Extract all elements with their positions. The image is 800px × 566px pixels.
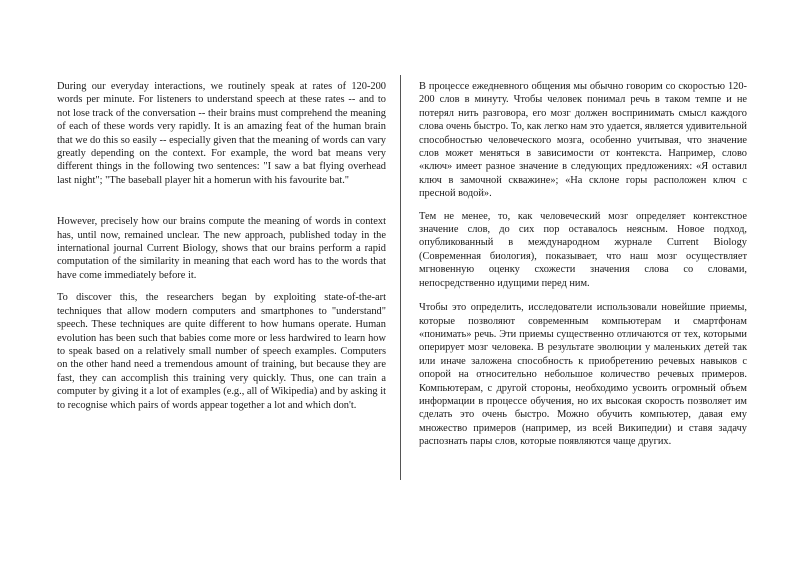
english-paragraph-2: However, precisely how our brains compute the meaning of words in context has, until now, remained unclear. The new approach, published today in the international journal Current Biology, shows that our brains perform a rapid computation of the similarity in meaning that each word has to the words that have come immediately before it.	[57, 216, 386, 281]
russian-paragraph-3: Чтобы это определить, исследователи использовали новейшие приемы, которые позволяют современным компьютерам и смартфонам «понимать» речь. Эти приемы существенно отличаются от тех, которыми оперирует мозг человека. В результате эволюции у маленьких детей так или иначе заложена способность к приобретению речевых навыков с опорой на относительно небольшое количество речевых примеров. Компьютерам, с другой стороны, необходимо усвоить огромный объем информации в процессе обучения, но их высокая скорость позволяет им сделать это очень быстро. Можно обучить компьютер, давая ему множество примеров (например, из всей Википедии) и ставя задачу распознать пары слов, которые появляются чаще других.	[419, 302, 747, 448]
english-column	[57, 80, 386, 412]
english-paragraph-3: To discover this, the researchers began by exploiting state-of-the-art techniques that allow modern computers and smartphones to "understand" speech. These techniques are quite different to how humans operate. Human evolution has been such that babies come more or less hardwired to learn how to speak based on a relatively small number of speech examples. Computers on the other hand need a tremendous amount of training, but because they are fast, they can accomplish this training very quickly. Thus, one can train a computer by giving it a lot of examples (e.g., all of Wikipedia) and by asking it to recognise which pairs of words appear together a lot and which don't.	[57, 292, 386, 411]
column-divider	[400, 75, 401, 480]
russian-paragraph-2: Тем не менее, то, как человеческий мозг определяет контекстное значение слов, до сих пор оставалось неясным. Новое подход, опубликованный в международном журнале Current Biology (Современная биология), показывает, что наш мозг осуществляет мгновенную оценку схожести значения слова со словами, непосредственно идущими перед ним.	[419, 210, 747, 289]
russian-paragraph-1: В процессе ежедневного общения мы обычно говорим со скоростью 120-200 слов в минуту. Чтобы человек понимал речь в таком темпе и не потерял нить разговора, его мозг должен воспринимать смысл каждого слова очень быстро. То, как легко нам это удается, является удивительной способностью человеческого мозга, особенно учитывая, что значение слов может меняться в зависимости от контекста. Например, слово «ключ» имеет разное значение в следующих предложениях: «Я оставил ключ в замочной скважине»; «На склоне горы расположен ключ с пресной водой».	[419, 81, 747, 200]
english-paragraph-1: During our everyday interactions, we routinely speak at rates of 120-200 words per minute. For listeners to understand speech at these rates -- and to not lose track of the conversation -- their brains must comprehend the meaning of each of these words very rapidly. It is an amazing feat of the human brain that we do this so easily -- especially given that the meaning of words can vary greatly depending on the context. For example, the word bat means very different things in the following two sentences: "I saw a bat flying overhead last night"; "The baseball player hit a homerun with his favourite bat."	[57, 81, 386, 186]
russian-column	[419, 80, 747, 449]
